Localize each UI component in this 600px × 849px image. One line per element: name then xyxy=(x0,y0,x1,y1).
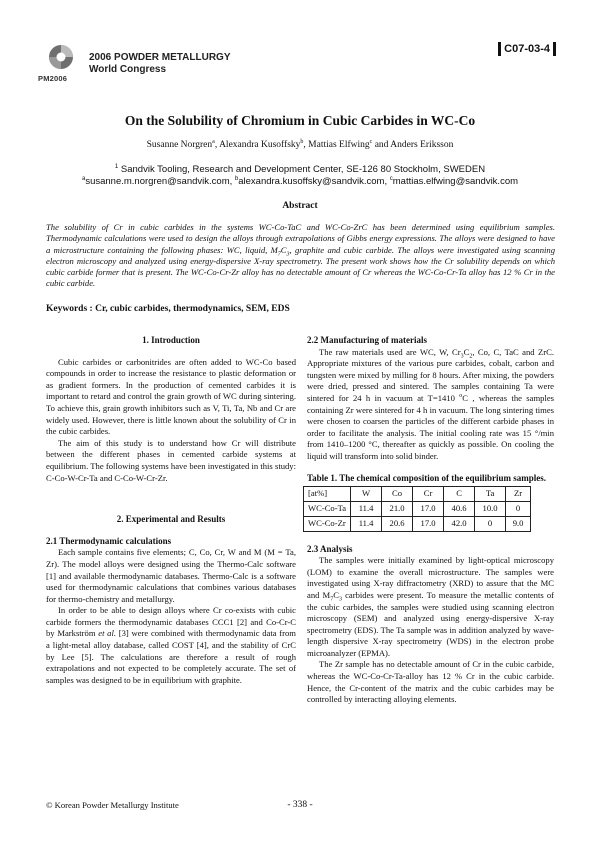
conference-line-1: 2006 POWDER METALLURGY xyxy=(89,52,231,63)
abstract-text xyxy=(46,222,555,290)
table-header-cell: Co xyxy=(382,486,413,501)
author-4: Anders Eriksson xyxy=(390,140,454,150)
table-header-cell: [at%] xyxy=(304,486,351,501)
table-cell: 42.0 xyxy=(444,516,475,531)
analysis-part-b: C xyxy=(333,589,339,600)
keywords: Keywords : Cr, cubic carbides, thermodynamics, SEM, EDS xyxy=(46,304,290,314)
paper-code-text: C07-03-4 xyxy=(504,43,550,55)
logo-text: PM2006 xyxy=(38,74,68,83)
email-1-sup: a xyxy=(81,175,86,182)
composition-table xyxy=(303,486,531,532)
table-cell: 10.0 xyxy=(475,501,506,516)
manuf-sub-2: 2 xyxy=(469,353,473,360)
affiliation-sup: 1 xyxy=(114,163,119,170)
email-line: $^a$susanne.m.norgren@sandvik.com, $^b$alexandra.kusoffsky@sandvik.com, $^c$mattias.elfwing@sandvik.com xyxy=(81,175,519,187)
conference-line-2: World Congress xyxy=(89,64,167,75)
manufacturing-paragraph xyxy=(307,347,554,463)
table-cell: 21.0 xyxy=(382,501,413,516)
author-1: Susanne Norgren xyxy=(146,140,213,150)
thermo-p2-etal: et al. xyxy=(98,628,117,639)
table-header-cell: W xyxy=(351,486,382,501)
author-1-sup: a xyxy=(212,138,215,145)
analysis-sub-2: 3 xyxy=(338,596,342,603)
thermo-heading: 2.1 Thermodynamic calculations xyxy=(46,535,172,546)
table-header-cell: Cr xyxy=(413,486,444,501)
table-row xyxy=(304,501,531,516)
intro-paragraph-1: Cubic carbides or carbonitrides are often added to WC-Co based compounds in order to increase the resistance to plastic deformation or as gradient formers. In the production of cemented carbides it is important to retard and control the grain growth of WC during sintering. To achieve this, grain growth inhibitors such as V, Ti, Ta, Nb and Cr are widely used. However, there is little known about the solubility of Cr in the cubic carbides. xyxy=(46,356,296,437)
author-list: Susanne Norgren$^a$, Alexandra Kusoffsky$^b$, Mattias Elfwing$^c$ and Anders Eriksson xyxy=(146,138,454,150)
paper-title: On the Solubility of Chromium in Cubic Carbides in WC-Co xyxy=(124,113,476,128)
manuf-part-c: , Co, C, TaC and ZrC. Appropriate mixtures of the various pure carbides, cobalt, carbon and tungsten were mixed by milling for 8 hours. After mixing, the powders were dried, pressed and sintered. The samples containing Ta were sintered for 24 h in vacuum at T=1410 xyxy=(307,346,554,403)
thermo-paragraph-1: Each sample contains five elements; C, Co, Cr, W and M (M = Ta, Zr). The model alloys were designed using the Thermo-Calc software [1] and available thermodynamic databases. Thermo-Calc is a software used for thermodynamic calculations that combines various databases for thermo-chemistry and metallurgy. xyxy=(46,547,296,604)
abstract-part-1: The solubility of Cr in cubic carbides in the systems WC-Co-TaC and WC-Co-ZrC has been determined using equilibrium samples. Thermodynamic calculations were used to design the alloys through extrapolations of Gibbs energy expressions. The alloys were designed to have a microstructure containing the following phases: WC, liquid, M xyxy=(46,222,555,255)
intro-paragraph-2: The aim of this study is to understand how Cr will distribute between the different phases in cemented carbide systems at equilibrium. The following systems have been investigated in this study: C-Co-W-Cr-Ta and C-Co-W-Cr-Zr. xyxy=(46,437,296,483)
manufacturing-heading: 2.2 Manufacturing of materials xyxy=(307,335,427,345)
affiliation-text: Sandvik Tooling, Research and Development Center, SE-126 80 Stockholm, SWEDEN xyxy=(120,164,486,175)
affiliation-line xyxy=(0,164,600,176)
publisher-footer: © Korean Powder Metallurgy Institute xyxy=(46,800,179,810)
spacer xyxy=(46,484,296,514)
code-bar-right xyxy=(553,42,556,56)
manuf-part-a: The raw materials used are WC, W, Cr xyxy=(319,346,461,357)
table-cell: 0 xyxy=(506,501,531,516)
analysis-part-a: The samples were initially examined by light-optical microscopy (LOM) to examine the overall microstructure. The samples were investigated using X-ray diffractometry (XRD) to assure that the MC and M xyxy=(307,555,554,600)
affiliation xyxy=(0,164,600,188)
paper-code xyxy=(498,42,556,56)
table-cell: 9.0 xyxy=(506,516,531,531)
manuf-sub-1: 3 xyxy=(460,353,464,360)
author-3-sup: c xyxy=(369,138,373,145)
analysis-sub-1: 7 xyxy=(330,596,334,603)
table-cell: 11.4 xyxy=(351,516,382,531)
table-caption: Table 1. The chemical composition of the equilibrium samples. xyxy=(307,472,547,483)
analysis-paragraph-2: The Zr sample has no detectable amount of Cr in the cubic carbide, whereas the WC-Co-Cr-Ta-alloy has 12 % Cr in the cubic carbide. Hence, the Cr-content of the matrix and the cubic carbides may be controlled by interacting alloying elements. xyxy=(307,659,554,705)
abstract-sub-1: 7 xyxy=(277,251,281,258)
manuf-degree: o xyxy=(459,393,463,400)
email-1: susanne.m.norgren@sandvik.com xyxy=(85,176,230,187)
thermo-p2-part-a: In order to be able to design alloys where Cr co-exists with cubic carbide formers the thermodynamic databases CCC1 [2] and Co-Cr-C by Markström xyxy=(46,605,296,639)
table-cell: 17.0 xyxy=(413,516,444,531)
table-cell: 40.6 xyxy=(444,501,475,516)
manuf-part-b: C xyxy=(463,346,470,357)
email-3: mattias.elfwing@sandvik.com xyxy=(392,176,519,187)
table-cell: WC-Co-Ta xyxy=(304,501,351,516)
table-header-cell: Ta xyxy=(475,486,506,501)
table-header-cell: C xyxy=(444,486,475,501)
table-header-cell: Zr xyxy=(506,486,531,501)
abstract-heading: Abstract xyxy=(282,201,318,211)
table-cell: 0 xyxy=(475,516,506,531)
author-2: Alexandra Kusoffsky xyxy=(219,140,301,150)
spacer xyxy=(307,532,554,544)
table-row xyxy=(304,516,531,531)
conference-name xyxy=(89,52,231,76)
abstract-part-1b: C xyxy=(280,244,287,255)
table-cell: 11.4 xyxy=(351,501,382,516)
code-bar-left xyxy=(498,42,501,56)
experimental-heading: 2. Experimental and Results xyxy=(116,514,226,525)
manuf-part-d: C , whereas the samples containing Zr were sintered for 4 h in vacuum. The long sintering times were chosen to coarsen the particles of the different carbide phases in order to facilitate the analysis. The initial cooling rate was 15 °/min from 1410–1200 °C, thereafter as quickly as possible. On cooling the liquid will transform into solid binder. xyxy=(307,392,554,461)
table-cell: WC-Co-Zr xyxy=(304,516,351,531)
table-header-row xyxy=(304,486,531,501)
analysis-paragraph-1 xyxy=(307,555,554,659)
thermo-paragraph-2 xyxy=(46,605,296,686)
email-2: alexandra.kusoffsky@sandvik.com xyxy=(238,176,385,187)
author-3: Mattias Elfwing xyxy=(308,140,370,150)
abstract-sub-2: 3 xyxy=(286,251,290,258)
analysis-heading: 2.3 Analysis xyxy=(307,543,353,554)
abstract-part-2: , graphite and cubic carbide. The alloys were investigated using scanning electron microscopy and analyzed using energy-dispersive X-ray spectrometry. The present work shows how the Cr solubility depends on which cubic carbide former that is present. The WC-Co-Cr-Zr alloy has no detectable amount of Cr whereas the WC-Co-Cr-Ta alloy has 12 % Cr in the cubic carbide. xyxy=(46,244,555,289)
analysis-part-c: carbides were present. To measure the metallic contents of the cubic carbides, the samples were studied using scanning electron microscopy (SEM) and analyzed using energy-dispersive X-ray spectrometry (EDS). The Ta sample was in addition analyzed by wave-length dispersive X-ray spectrometry (WDS) in the electron probe microanalyzer (EPMA). xyxy=(307,589,554,658)
thermo-p2-part-b: [3] were combined with thermodynamic data from a light-metal alloy database, called COST [4], and the stability of CrC by Lee [5]. The calculations are therefore a result of rough extrapolations and not expected to be completely accurate. The set of samples was designed to be in equilibrium with graphite. xyxy=(46,628,296,685)
intro-heading: 1. Introduction xyxy=(142,335,200,345)
email-3-sup: c xyxy=(389,175,393,182)
email-2-sup: b xyxy=(234,175,239,182)
author-2-sup: b xyxy=(300,138,304,145)
page-number: - 338 - xyxy=(287,800,313,810)
left-column xyxy=(46,335,296,686)
table-cell: 20.6 xyxy=(382,516,413,531)
table-cell: 17.0 xyxy=(413,501,444,516)
right-column xyxy=(307,335,554,706)
